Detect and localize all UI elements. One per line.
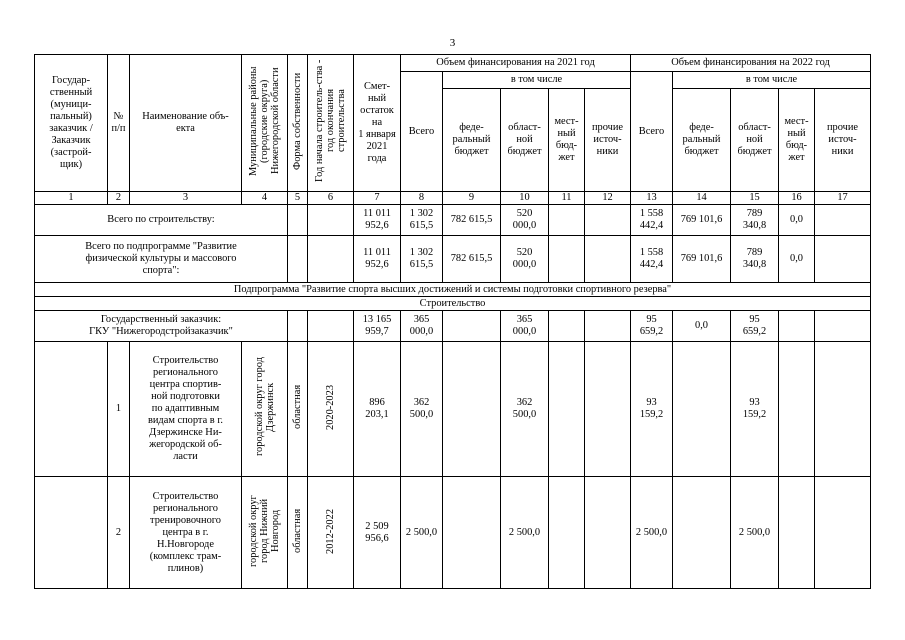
col-number: 7 bbox=[354, 192, 401, 205]
object-1-total-2021: 362 500,0 bbox=[401, 342, 443, 477]
object-1-ownership-cell bbox=[288, 342, 308, 477]
state-customer-estimate: 13 165 959,7 bbox=[354, 311, 401, 342]
object-1-total-2022: 93 159,2 bbox=[631, 342, 673, 477]
object-2-estimate: 2 509 956,6 bbox=[354, 477, 401, 589]
header-federal-2021: феде- ральный бюджет bbox=[443, 89, 501, 192]
object-1-municipality-cell bbox=[242, 342, 288, 477]
header-years-cell bbox=[308, 55, 354, 192]
object-1-years: 2020-2023 bbox=[325, 384, 336, 430]
header-years: Год начала строитель-ства - год окончания строительства bbox=[314, 59, 347, 183]
total-construction-row bbox=[35, 205, 871, 236]
object-2-ownership-cell bbox=[288, 477, 308, 589]
object-2-regional-2022: 2 500,0 bbox=[731, 477, 779, 589]
total-subprogram-regional-2021: 520 000,0 bbox=[501, 236, 549, 283]
state-customer-total-2022: 95 659,2 bbox=[631, 311, 673, 342]
col-number: 6 bbox=[308, 192, 354, 205]
col-number: 14 bbox=[673, 192, 731, 205]
header-other-2022: прочие источ- ники bbox=[815, 89, 871, 192]
subprogram-title: Подпрограмма "Развитие спорта высших достижений и системы подготовки спортивного резерва" bbox=[35, 283, 871, 297]
section-title: Строительство bbox=[35, 297, 871, 311]
total-construction-total-2021: 1 302 615,5 bbox=[401, 205, 443, 236]
col-number: 2 bbox=[108, 192, 130, 205]
object-1-municipality: городской округ город Дзержинск bbox=[253, 357, 276, 457]
object-2-total-2022: 2 500,0 bbox=[631, 477, 673, 589]
total-subprogram-estimate: 11 011 952,6 bbox=[354, 236, 401, 283]
header-customer: Государ- ственный (муници- пальный) заказчик / Заказчик (застрой- щик) bbox=[35, 55, 108, 192]
total-subprogram-label: Всего по подпрограмме "Развитие физической культуры и массового спорта": bbox=[35, 236, 288, 283]
section-title-row bbox=[35, 297, 871, 311]
col-number: 8 bbox=[401, 192, 443, 205]
col-number: 13 bbox=[631, 192, 673, 205]
header-estimate: Смет- ный остаток на 1 января 2021 года bbox=[354, 55, 401, 192]
header-other-2021: прочие источ- ники bbox=[585, 89, 631, 192]
total-subprogram-total-2021: 1 302 615,5 bbox=[401, 236, 443, 283]
state-customer-regional-2021: 365 000,0 bbox=[501, 311, 549, 342]
total-construction-federal-2022: 769 101,6 bbox=[673, 205, 731, 236]
object-1-years-cell bbox=[308, 342, 354, 477]
header-local-2022: мест- ный бюд- жет bbox=[779, 89, 815, 192]
total-subprogram-row bbox=[35, 236, 871, 283]
object-1-ownership: областная bbox=[292, 384, 303, 430]
total-subprogram-federal-2021: 782 615,5 bbox=[443, 236, 501, 283]
table-row bbox=[35, 477, 871, 589]
state-customer-regional-2022: 95 659,2 bbox=[731, 311, 779, 342]
header-total-2021: Всего bbox=[401, 72, 443, 192]
total-subprogram-federal-2022: 769 101,6 bbox=[673, 236, 731, 283]
col-number: 11 bbox=[549, 192, 585, 205]
col-number: 3 bbox=[130, 192, 242, 205]
object-2-years: 2012-2022 bbox=[325, 507, 336, 554]
col-number: 5 bbox=[288, 192, 308, 205]
object-2-ownership: областная bbox=[292, 508, 303, 553]
state-customer-total-2021: 365 000,0 bbox=[401, 311, 443, 342]
col-number: 4 bbox=[242, 192, 288, 205]
object-2-name: Строительство регионального тренировочного центра в г. Н.Новгороде (комплекс трам- плинов) bbox=[130, 477, 242, 589]
subprogram-title-row bbox=[35, 283, 871, 297]
col-number: 9 bbox=[443, 192, 501, 205]
financing-table bbox=[34, 54, 871, 589]
column-numbers-row bbox=[35, 192, 871, 205]
total-construction-regional-2022: 789 340,8 bbox=[731, 205, 779, 236]
state-customer-label: Государственный заказчик: ГКУ "Нижегородстройзаказчик" bbox=[35, 311, 288, 342]
state-customer-row bbox=[35, 311, 871, 342]
col-number: 15 bbox=[731, 192, 779, 205]
header-fin-2021: Объем финансирования на 2021 год bbox=[401, 55, 631, 72]
header-ownership-cell bbox=[288, 55, 308, 192]
object-2-years-cell bbox=[308, 477, 354, 589]
header-ownership: Форма собственности bbox=[292, 72, 303, 170]
total-construction-local-2022: 0,0 bbox=[779, 205, 815, 236]
total-construction-regional-2021: 520 000,0 bbox=[501, 205, 549, 236]
object-1-regional-2021: 362 500,0 bbox=[501, 342, 549, 477]
total-construction-total-2022: 1 558 442,4 bbox=[631, 205, 673, 236]
total-construction-estimate: 11 011 952,6 bbox=[354, 205, 401, 236]
header-including-2021: в том числе bbox=[443, 72, 631, 89]
col-number: 16 bbox=[779, 192, 815, 205]
header-municipality-cell bbox=[242, 55, 288, 192]
total-subprogram-local-2022: 0,0 bbox=[779, 236, 815, 283]
object-2-regional-2021: 2 500,0 bbox=[501, 477, 549, 589]
header-row bbox=[35, 55, 871, 72]
object-1-name: Строительство регионального центра спортив- ной подготовки по адаптивным видам спорта в г. Дзержинске Ни- жегородской об- ласти bbox=[130, 342, 242, 477]
header-federal-2022: феде- ральный бюджет bbox=[673, 89, 731, 192]
total-construction-label: Всего по строительству: bbox=[35, 205, 288, 236]
state-customer-federal-2022: 0,0 bbox=[673, 311, 731, 342]
object-1-num: 1 bbox=[108, 342, 130, 477]
header-including-2022: в том числе bbox=[673, 72, 871, 89]
header-fin-2022: Объем финансирования на 2022 год bbox=[631, 55, 871, 72]
object-1-estimate: 896 203,1 bbox=[354, 342, 401, 477]
header-regional-2022: област- ной бюджет bbox=[731, 89, 779, 192]
object-2-num: 2 bbox=[108, 477, 130, 589]
header-local-2021: мест- ный бюд- жет bbox=[549, 89, 585, 192]
col-number: 10 bbox=[501, 192, 549, 205]
header-regional-2021: област- ной бюджет bbox=[501, 89, 549, 192]
col-number: 12 bbox=[585, 192, 631, 205]
total-subprogram-total-2022: 1 558 442,4 bbox=[631, 236, 673, 283]
object-2-municipality: городской округ город Нижний Новгород bbox=[248, 494, 281, 567]
total-subprogram-regional-2022: 789 340,8 bbox=[731, 236, 779, 283]
header-municipality: Муниципальные районы (городские округа) Нижегородской области bbox=[248, 66, 281, 176]
table-row bbox=[35, 342, 871, 477]
page-number: 3 bbox=[449, 37, 456, 49]
col-number: 17 bbox=[815, 192, 871, 205]
header-object-name: Наименование объ- екта bbox=[130, 55, 242, 192]
header-num: № п/п bbox=[108, 55, 130, 192]
total-construction-federal-2021: 782 615,5 bbox=[443, 205, 501, 236]
object-1-regional-2022: 93 159,2 bbox=[731, 342, 779, 477]
header-total-2022: Всего bbox=[631, 72, 673, 192]
object-2-municipality-cell bbox=[242, 477, 288, 589]
col-number: 1 bbox=[35, 192, 108, 205]
object-2-total-2021: 2 500,0 bbox=[401, 477, 443, 589]
